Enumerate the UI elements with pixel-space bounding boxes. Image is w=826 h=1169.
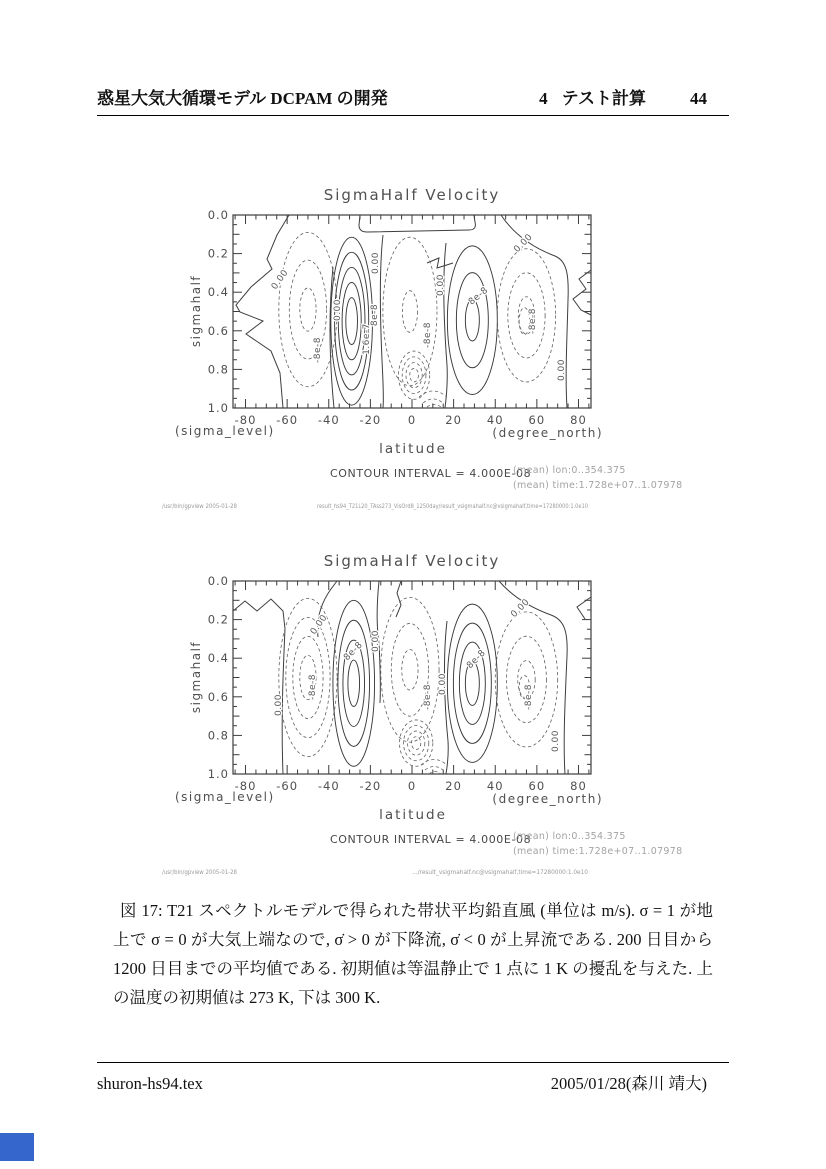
- page-header: [97, 84, 729, 116]
- svg-text:0.00: 0.00: [509, 597, 532, 620]
- svg-text:0.2: 0.2: [207, 246, 229, 261]
- x-axis-unit: (degree_north): [492, 792, 603, 806]
- plot-title: SigmaHalf Velocity: [323, 552, 501, 570]
- svg-text:0.8: 0.8: [207, 362, 229, 377]
- svg-text:0.00: 0.00: [436, 273, 446, 297]
- svg-text:-8e-8: -8e-8: [308, 674, 318, 700]
- svg-text:0.00: 0.00: [557, 358, 567, 382]
- svg-text:0.4: 0.4: [207, 285, 229, 300]
- header-section-title: テスト計算: [561, 89, 646, 108]
- data-file-path: .../result_vsigmahalf.nc@vsigmahalf,time=17280000:1.0e10: [412, 870, 588, 876]
- svg-text:0.8: 0.8: [207, 728, 229, 743]
- footer-date-author: 2005/01/28(森川 靖大): [550, 1074, 707, 1093]
- svg-text:0.2: 0.2: [207, 612, 229, 627]
- svg-text:0.00: 0.00: [371, 251, 381, 275]
- svg-text:0.00: 0.00: [438, 672, 448, 696]
- y-axis-unit: (sigma_level): [175, 790, 275, 804]
- x-axis-label: latitude: [379, 441, 447, 457]
- mean-lon-note: (mean) lon:0..354.375: [513, 465, 626, 476]
- svg-text:0.00: 0.00: [371, 629, 381, 653]
- svg-text:1.6e-7: 1.6e-7: [362, 323, 372, 355]
- svg-text:80: 80: [570, 779, 587, 793]
- svg-text:8e-8: 8e-8: [370, 303, 380, 327]
- cell-contours: [279, 232, 556, 405]
- x-axis-unit: (degree_north): [492, 426, 603, 440]
- page-footer: [97, 1062, 729, 1094]
- x-axis-label: latitude: [379, 807, 447, 823]
- y-axis-unit: (sigma_level): [175, 424, 275, 438]
- svg-text:0.00: 0.00: [512, 232, 535, 255]
- plot-title: SigmaHalf Velocity: [323, 186, 501, 204]
- svg-text:80: 80: [570, 413, 587, 427]
- svg-text:8e-8: 8e-8: [465, 648, 488, 671]
- bottom-left-blue-badge[interactable]: [0, 1133, 34, 1161]
- svg-text:1.0: 1.0: [207, 401, 229, 415]
- svg-text:1.0: 1.0: [207, 767, 229, 781]
- svg-text:-60: -60: [276, 779, 299, 793]
- svg-text:20: 20: [445, 413, 462, 427]
- svg-text:0.00: 0.00: [333, 298, 343, 322]
- contour-interval-note: CONTOUR INTERVAL = 4.000E-08: [330, 833, 532, 846]
- footer-filename: shuron-hs94.tex: [97, 1074, 203, 1093]
- contour-value-labels: [270, 232, 567, 381]
- svg-text:-20: -20: [359, 413, 382, 427]
- svg-text:-60: -60: [276, 413, 299, 427]
- svg-text:0: 0: [407, 413, 417, 427]
- svg-text:40: 40: [486, 413, 504, 427]
- figure-caption: 図 17: T21 スペクトルモデルで得られた帯状平均鉛直風 (単位は m/s). σ = 1 が地上で σ = 0 が大気上端なので, σ̇ > 0 が下降流, σ̇ < 0 が上昇流である. 200 日目から 1200 日目までの平均値である. 初期値は等温静止で 1 点に 1 K の擾乱を与えた. 上の温度の初期値は 273 K, 下は 300 K.: [113, 901, 713, 1007]
- svg-text:60: 60: [528, 413, 546, 427]
- svg-text:20: 20: [445, 779, 462, 793]
- gpview-credit: /usr/bin/gpview 2005-01-28: [162, 504, 238, 510]
- svg-text:0.0: 0.0: [207, 574, 229, 588]
- svg-text:0.6: 0.6: [207, 689, 229, 704]
- mean-time-note: (mean) time:1.728e+07..1.07978: [513, 480, 683, 491]
- svg-text:0.6: 0.6: [207, 323, 229, 338]
- svg-text:-80: -80: [234, 413, 257, 427]
- svg-text:-80: -80: [234, 779, 257, 793]
- header-section-number: 4: [539, 89, 548, 108]
- svg-text:0.00: 0.00: [274, 693, 284, 717]
- gpview-credit: /usr/bin/gpview 2005-01-28: [162, 870, 238, 876]
- svg-text:-8e-8: -8e-8: [423, 684, 433, 710]
- svg-text:-20: -20: [359, 779, 382, 793]
- svg-text:40: 40: [486, 779, 504, 793]
- header-page-number: 44: [690, 89, 707, 108]
- y-axis-label: sigmahalf: [189, 274, 203, 348]
- data-file-path: result_hs94_T21L20_TAss273_VisOrd8_1250day/result_vsigmahalf.nc@vsigmahalf,time=17280000:1.0e10: [317, 504, 589, 510]
- svg-text:-8e-8: -8e-8: [524, 684, 534, 710]
- contour-lines: [233, 581, 591, 774]
- svg-text:60: 60: [528, 779, 546, 793]
- mean-time-note: (mean) time:1.728e+07..1.07978: [513, 846, 683, 857]
- svg-text:0.00: 0.00: [269, 267, 291, 292]
- svg-text:0.00: 0.00: [551, 729, 561, 753]
- svg-text:0.00: 0.00: [308, 612, 330, 637]
- svg-text:-8e-8: -8e-8: [528, 308, 538, 334]
- svg-text:-40: -40: [317, 413, 340, 427]
- y-axis-label: sigmahalf: [189, 640, 203, 714]
- svg-text:-8e-8: -8e-8: [423, 322, 433, 348]
- mean-lon-note: (mean) lon:0..354.375: [513, 831, 626, 842]
- svg-text:0.4: 0.4: [207, 651, 229, 666]
- svg-text:-40: -40: [317, 779, 340, 793]
- contour-plot-bottom: [130, 544, 730, 884]
- svg-text:8e-8: 8e-8: [466, 285, 491, 308]
- contour-plot-top: [130, 178, 730, 518]
- svg-text:0: 0: [407, 779, 417, 793]
- plot-frame: [233, 581, 591, 774]
- header-title: 惑星大気大循環モデル DCPAM の開発: [97, 89, 388, 108]
- svg-text:8e-8: 8e-8: [342, 640, 365, 663]
- svg-text:-8e-8: -8e-8: [313, 337, 323, 363]
- svg-text:0.0: 0.0: [207, 208, 229, 222]
- tick-marks: [233, 581, 591, 774]
- contour-interval-note: CONTOUR INTERVAL = 4.000E-08: [330, 467, 532, 480]
- tick-labels: [208, 574, 587, 793]
